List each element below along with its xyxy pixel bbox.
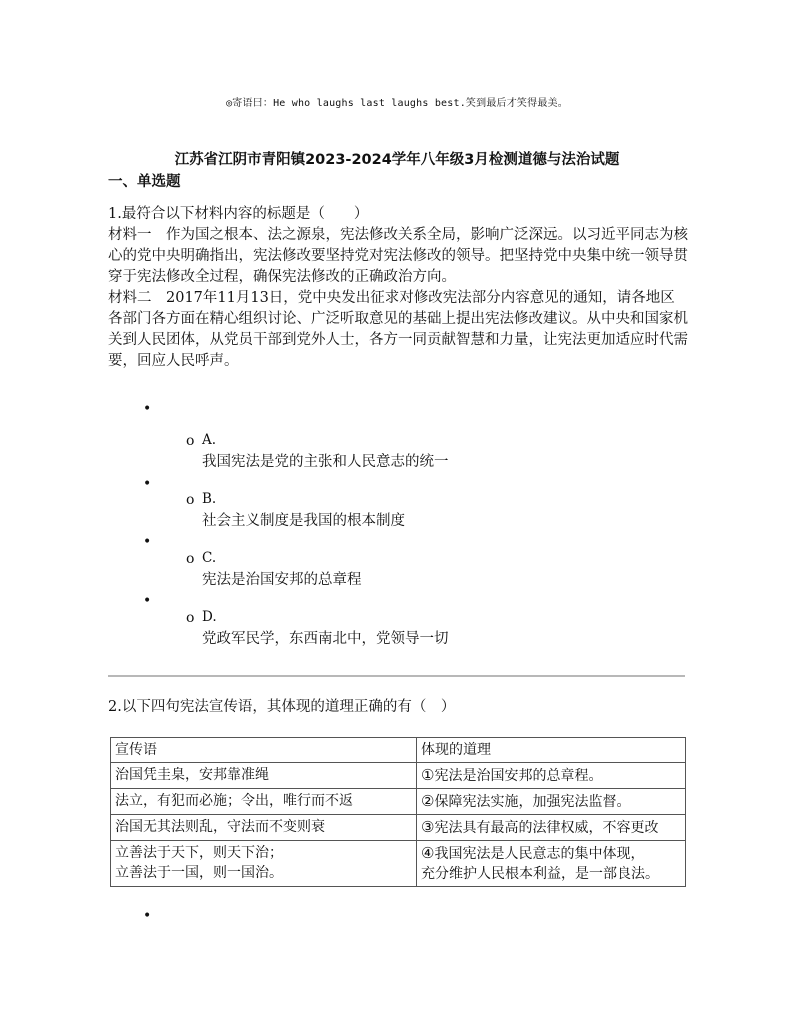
slogan-table — [110, 737, 686, 887]
table-row — [111, 841, 686, 887]
table-row — [111, 789, 686, 815]
principle-number: ③ — [421, 818, 435, 836]
principle-text: 我国宪法是人民意志的集中体现， — [434, 846, 645, 862]
list-bullet: • — [143, 908, 152, 924]
option-a-text[interactable]: 我国宪法是党的主张和人民意志的统一 — [202, 454, 449, 470]
slogan-cell: 治国无其法则乱，守法而不变则衰 — [111, 815, 417, 841]
principle-text: 保障宪法实施，加强宪法监督。 — [434, 794, 631, 810]
principle-cell — [417, 841, 686, 887]
table-header-slogan: 宣传语 — [111, 738, 417, 763]
slogan-cell — [111, 841, 417, 887]
principle-number: ④ — [421, 844, 435, 862]
principle-number: ② — [421, 792, 435, 810]
principle-cell — [417, 763, 686, 789]
question-1-stem: 1.最符合以下材料内容的标题是（ ） — [108, 206, 369, 222]
question-2 — [108, 697, 688, 718]
principle-cell — [417, 789, 686, 815]
sub-bullet: o — [186, 492, 195, 508]
list-bullet: • — [143, 401, 152, 417]
question-1-material-2: 材料二 2017年11月13日，党中央发出征求对修改宪法部分内容意见的通知，请各地区各部门各方面在精心组织讨论、广泛听取意见的基础上提出宪法修改建议。从中央和国家机关到人民团体，从党员干部到党外人士，各方一同贡献智慧和力量，让宪法更加适应时代需要，回应人民呼声。 — [108, 290, 688, 369]
slogan-line: 立善法于一国，则一国治。 — [115, 865, 283, 881]
list-bullet: • — [143, 593, 152, 609]
slogan-cell: 法立，有犯而必施；令出，唯行而不返 — [111, 789, 417, 815]
option-d-letter[interactable]: D. — [202, 609, 217, 625]
question-1 — [108, 204, 688, 372]
option-b-letter[interactable]: B. — [202, 491, 217, 507]
sub-bullet: o — [186, 610, 195, 626]
page-title: 江苏省江阴市青阳镇2023-2024学年八年级3月检测道德与法治试题 — [174, 152, 620, 168]
sub-bullet: o — [186, 433, 195, 449]
list-bullet: • — [143, 534, 152, 550]
principle-number: ① — [421, 766, 435, 784]
table-row — [111, 763, 686, 789]
sub-bullet: o — [186, 551, 195, 567]
table-row — [111, 815, 686, 841]
question-2-stem: 2.以下四句宪法宣传语，其体现的道理正确的有（ ） — [108, 699, 456, 715]
slogan-cell: 治国凭圭臬，安邦靠准绳 — [111, 763, 417, 789]
list-bullet: • — [143, 476, 152, 492]
divider — [108, 675, 685, 677]
principle-text: 宪法具有最高的法律权威，不容更改 — [434, 820, 659, 836]
option-c-letter[interactable]: C. — [202, 550, 217, 566]
principle-cell — [417, 815, 686, 841]
option-d-text[interactable]: 党政军民学，东西南北中，党领导一切 — [202, 631, 449, 647]
option-b-text[interactable]: 社会主义制度是我国的根本制度 — [202, 513, 405, 529]
table-header-principle: 体现的道理 — [417, 738, 686, 763]
motto-line: ◎寄语曰：He who laughs last laughs best.笑到最后才笑得最美。 — [226, 98, 568, 109]
table-header-row — [111, 738, 686, 763]
option-a-letter[interactable]: A. — [202, 432, 217, 448]
option-c-text[interactable]: 宪法是治国安邦的总章程 — [202, 572, 362, 588]
question-1-material-1: 材料一 作为国之根本、法之源泉，宪法修改关系全局，影响广泛深远。以习近平同志为核心的党中央明确指出，宪法修改要坚持党对宪法修改的领导。把坚持党中央集中统一领导贯穿于宪法修改全过程，确保宪法修改的正确政治方向。 — [108, 227, 688, 285]
section-heading: 一、单选题 — [108, 174, 181, 190]
slogan-line: 立善法于天下，则天下治； — [115, 845, 283, 861]
principle-text: 宪法是治国安邦的总章程。 — [434, 768, 603, 784]
principle-text: 充分维护人民根本利益，是一部良法。 — [421, 866, 659, 882]
